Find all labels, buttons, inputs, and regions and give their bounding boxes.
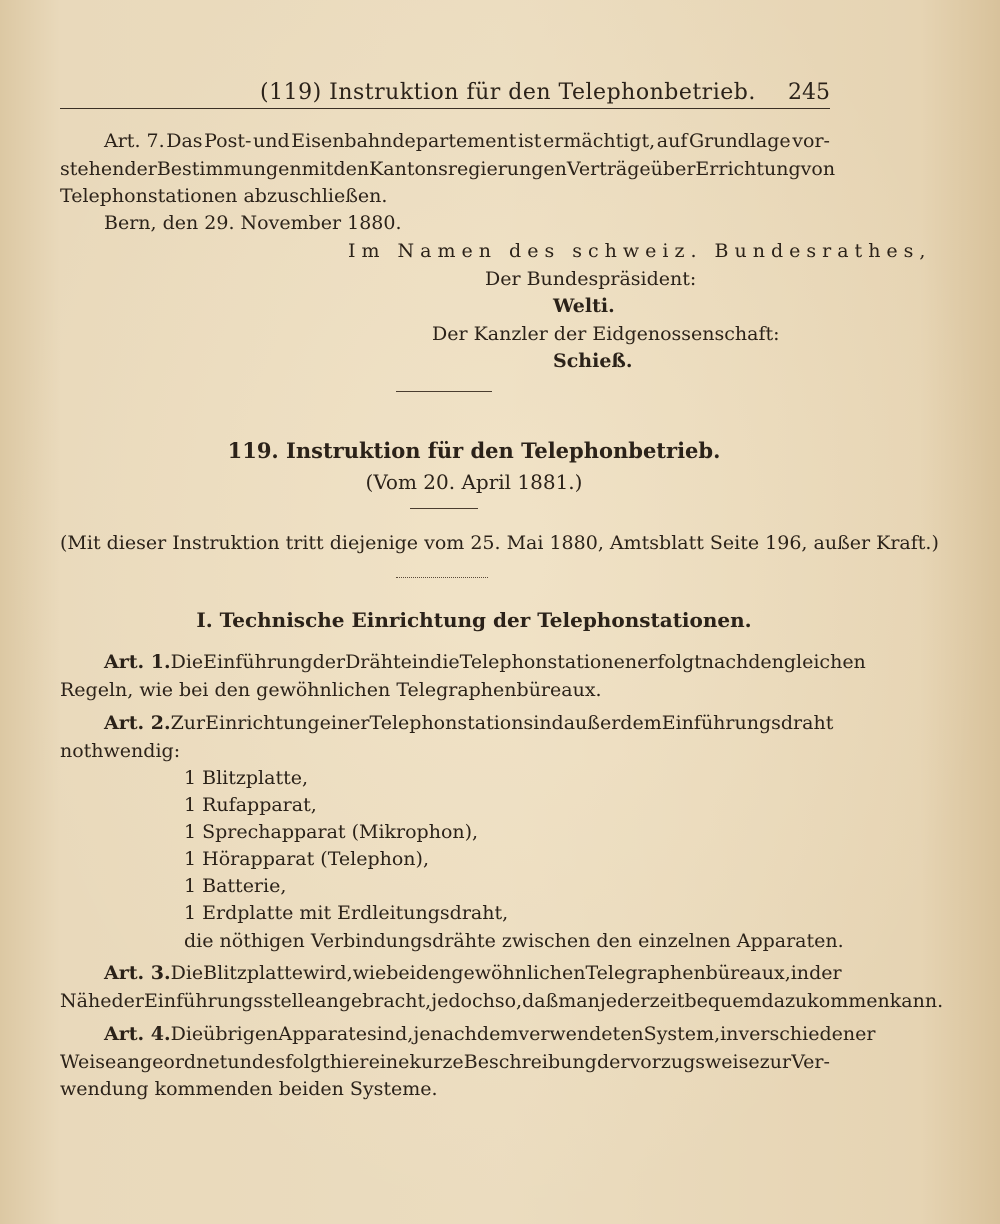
list-item: 1 Erdplatte mit Erdleitungsdraht,: [184, 902, 509, 924]
art3-line1: Art. 3. Die Blitzplatte wird, wie bei den gewöhnlichen Telegraphenbüreaux, in der: [104, 962, 842, 984]
chapter-title: I. Technische Einrichtung der Telephonstationen.: [196, 608, 752, 632]
in-name-line: Im Namen des schweiz. Bundesrathes,: [348, 240, 932, 262]
note-divider: [396, 577, 488, 578]
list-item: 1 Batterie,: [184, 875, 287, 897]
president-title: Der Bundespräsident:: [485, 268, 697, 290]
running-title: (119) Instruktion für den Telephonbetrieb.: [260, 80, 756, 105]
chancellor-title: Der Kanzler der Eidgenossenschaft:: [432, 323, 780, 345]
date-rule: [410, 508, 478, 509]
art7-line2: stehender Bestimmungen mit den Kantonsregierungen Verträge über Errichtung von: [60, 158, 836, 180]
art2-line2: nothwendig:: [60, 740, 181, 762]
chancellor-name: Schieß.: [553, 350, 633, 372]
article-label: Art. 1.: [104, 651, 171, 673]
art2-line1: Art. 2. Zur Einrichtung einer Telephonstation sind außer dem Einführungsdraht: [104, 712, 834, 734]
art4-line3: wendung kommenden beiden Systeme.: [60, 1078, 438, 1100]
list-item: 1 Hörapparat (Telephon),: [184, 848, 429, 870]
art1-line2: Regeln, wie bei den gewöhnlichen Telegraphenbüreaux.: [60, 679, 602, 701]
art4-line2: Weise angeordnet und es folgt hier eine kurze Beschreibung der vorzugsweise zur Ver-: [60, 1051, 830, 1073]
art7-line3: Telephonstationen abzuschließen.: [60, 185, 388, 207]
list-item: 1 Sprechapparat (Mikrophon),: [184, 821, 479, 843]
art1-line1: Art. 1. Die Einführung der Drähte in die Telephonstationen erfolgt nach den gleichen: [104, 651, 866, 673]
art7-line1: Art. 7. Das Post- und Eisenbahndepartement ist ermächtigt, auf Grundlage vor-: [104, 130, 830, 152]
page-header: [60, 80, 830, 110]
article-label: Art. 2.: [104, 712, 171, 734]
art3-line2: Nähe der Einführungsstelle angebracht, jedoch so, daß man jederzeit bequem dazu kommen kann.: [60, 990, 944, 1012]
section-divider: [396, 391, 492, 392]
list-item: 1 Blitzplatte,: [184, 767, 309, 789]
president-name: Welti.: [553, 295, 615, 317]
header-rule: [60, 108, 830, 109]
place-date: Bern, den 29. November 1880.: [104, 212, 402, 234]
article-label: Art. 4.: [104, 1023, 171, 1045]
section-title: 119. Instruktion für den Telephonbetrieb.: [227, 438, 721, 463]
list-item: 1 Rufapparat,: [184, 794, 317, 816]
page-number: 245: [788, 80, 830, 105]
list-item: die nöthigen Verbindungsdrähte zwischen den einzelnen Apparaten.: [184, 930, 844, 952]
article-label: Art. 7.: [104, 130, 165, 152]
section-note: (Mit dieser Instruktion tritt diejenige vom 25. Mai 1880, Amtsblatt Seite 196, außer Kraft.): [60, 532, 939, 554]
art4-line1: Art. 4. Die übrigen Apparate sind, je nach dem verwendeten System, in verschiedener: [104, 1023, 876, 1045]
article-label: Art. 3.: [104, 962, 171, 984]
section-date: (Vom 20. April 1881.): [365, 470, 583, 494]
